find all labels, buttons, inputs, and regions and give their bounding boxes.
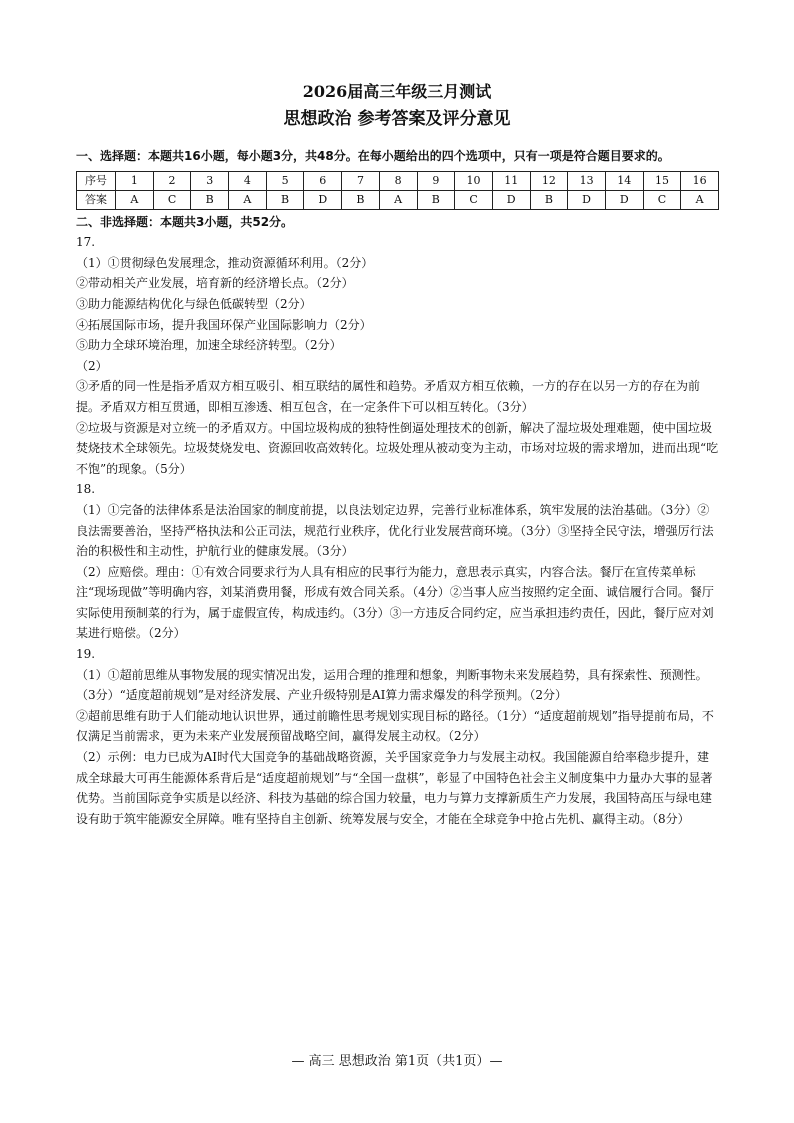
answer-paragraph: （1）①超前思维从事物发展的现实情况出发，运用合理的推理和想象，判断事物未来发展趋势，具有探索性、预测性。（3分）“适度超前规划”是对经济发展、产业升级特别是AI算力需求爆发的科学预判。（2分） xyxy=(76,667,708,703)
answer-paragraph: （1）①完备的法律体系是法治国家的制度前提，以良法划定边界，完善行业标准体系，筑牢发展的法治基础。（3分）②良法需要善治，坚持严格执法和公正司法，规范行业秩序，优化行业发展营商环境。（3分）③坚持全民守法，增强厉行法治的积极性和主动性，护航行业的健康发展。（3分） xyxy=(76,502,714,559)
answer-cell: B xyxy=(417,190,455,209)
answer-cell: A xyxy=(229,190,267,209)
answer-paragraph: （2）应赔偿。理由：①有效合同要求行为人具有相应的民事行为能力，意思表示真实，内容合法。餐厅在宣传菜单标注“现场现做”等明确内容，刘某消费用餐，形成有效合同关系。（4分）②当事人应当按照约定全面、诚信履行合同。餐厅实际使用预制菜的行为，属于虚假宣传，构成违约。（3分）③一方违反合同约定，应当承担违约责任，因此，餐厅应对刘某进行赔偿。（2分） xyxy=(76,564,714,641)
answer-line: ③助力能源结构优化与绿色低碳转型（2分） xyxy=(76,296,312,311)
question-number: 4 xyxy=(229,171,267,190)
question-number-19: 19. xyxy=(76,647,96,662)
question-number: 2 xyxy=(153,171,191,190)
answer-cell: D xyxy=(605,190,643,209)
page-footer: — 高三 思想政治 第1页（共1页）— xyxy=(291,1054,503,1069)
answer-cell: C xyxy=(455,190,493,209)
question-number: 11 xyxy=(492,171,530,190)
answer-cell: C xyxy=(153,190,191,209)
question-number: 9 xyxy=(417,171,455,190)
answer-cell: A xyxy=(681,190,719,209)
question-number-17: 17. xyxy=(76,235,96,250)
question-number: 5 xyxy=(266,171,304,190)
number-row-label: 序号 xyxy=(77,171,116,190)
question-number: 6 xyxy=(304,171,342,190)
question-number-18: 18. xyxy=(76,482,96,497)
question-number: 10 xyxy=(455,171,493,190)
exam-title: 2026届高三年级三月测试 xyxy=(302,82,492,101)
answer-paragraph: ②垃圾与资源是对立统一的矛盾双方。中国垃圾构成的独特性倒逼处理技术的创新，解决了湿垃圾处理难题，使中国垃圾焚烧技术全球领先。垃圾焚烧发电、资源回收高效转化。垃圾处理从被动变为主动，市场对垃圾的需求增加，进而出现“吃不饱”的现象。（5分） xyxy=(76,420,719,476)
document-body xyxy=(76,146,719,829)
answer-line: （1）①贯彻绿色发展理念，推动资源循环利用。（2分） xyxy=(76,255,374,270)
section1-heading: 一、选择题：本题共16小题，每小题3分，共48分。在每小题给出的四个选项中，只有一项是符合题目要求的。 xyxy=(76,149,670,163)
question-number: 1 xyxy=(116,171,154,190)
answer-paragraph: ③矛盾的同一性是指矛盾双方相互吸引、相互联结的属性和趋势。矛盾双方相互依赖，一方的存在以另一方的存在为前提。矛盾双方相互贯通，即相互渗透、相互包含，在一定条件下可以相互转化。（3分） xyxy=(76,379,701,414)
answer-line: ④拓展国际市场，提升我国环保产业国际影响力（2分） xyxy=(76,317,372,332)
answer-row xyxy=(77,190,719,209)
answer-cell: C xyxy=(643,190,681,209)
answer-cell: B xyxy=(530,190,568,209)
sub-question-label: （2） xyxy=(76,358,108,373)
section2-heading: 二、非选择题：本题共3小题，共52分。 xyxy=(76,214,294,229)
answer-cell: D xyxy=(568,190,606,209)
question-number: 14 xyxy=(605,171,643,190)
answer-line: ⑤助力全球环境治理，加速全球经济转型。（2分） xyxy=(76,338,342,353)
answer-cell: D xyxy=(492,190,530,209)
question-number: 3 xyxy=(191,171,229,190)
answer-cell: D xyxy=(304,190,342,209)
question-number: 7 xyxy=(342,171,380,190)
answer-table xyxy=(76,171,719,210)
answer-cell: A xyxy=(379,190,417,209)
number-row xyxy=(77,171,719,190)
answer-cell: B xyxy=(342,190,380,209)
answer-line: ②带动相关产业发展，培育新的经济增长点。（2分） xyxy=(76,276,354,291)
question-number: 8 xyxy=(379,171,417,190)
answer-paragraph: ②超前思维有助于人们能动地认识世界，通过前瞻性思考规划实现目标的路径。（1分）“适度超前规划”指导提前布局，不仅满足当前需求，更为未来产业发展预留战略空间，赢得发展主动权。（2分） xyxy=(76,708,714,744)
question-number: 15 xyxy=(643,171,681,190)
answer-cell: B xyxy=(266,190,304,209)
answer-key-title: 思想政治 参考答案及评分意见 xyxy=(283,109,511,129)
question-number: 13 xyxy=(568,171,606,190)
question-number: 12 xyxy=(530,171,568,190)
answer-cell: B xyxy=(191,190,229,209)
answer-row-label: 答案 xyxy=(77,190,116,209)
answer-paragraph: （2）示例：电力已成为AI时代大国竞争的基础战略资源，关乎国家竞争力与发展主动权。我国能源自给率稳步提升，建成全球最大可再生能源体系背后是“适度超前规划”与“全国一盘棋”，彰显了中国特色社会主义制度集中力量办大事的显著优势。当前国际竞争实质是以经济、科技为基础的综合国力较量，电力与算力支撑新质生产力发展，我国特高压与绿电建设有助于筑牢能源安全屏障。唯有坚持自主创新、统筹发展与安全，才能在全球竞争中抢占先机、赢得主动。（8分） xyxy=(76,750,713,826)
answer-cell: A xyxy=(116,190,154,209)
question-number: 16 xyxy=(681,171,719,190)
